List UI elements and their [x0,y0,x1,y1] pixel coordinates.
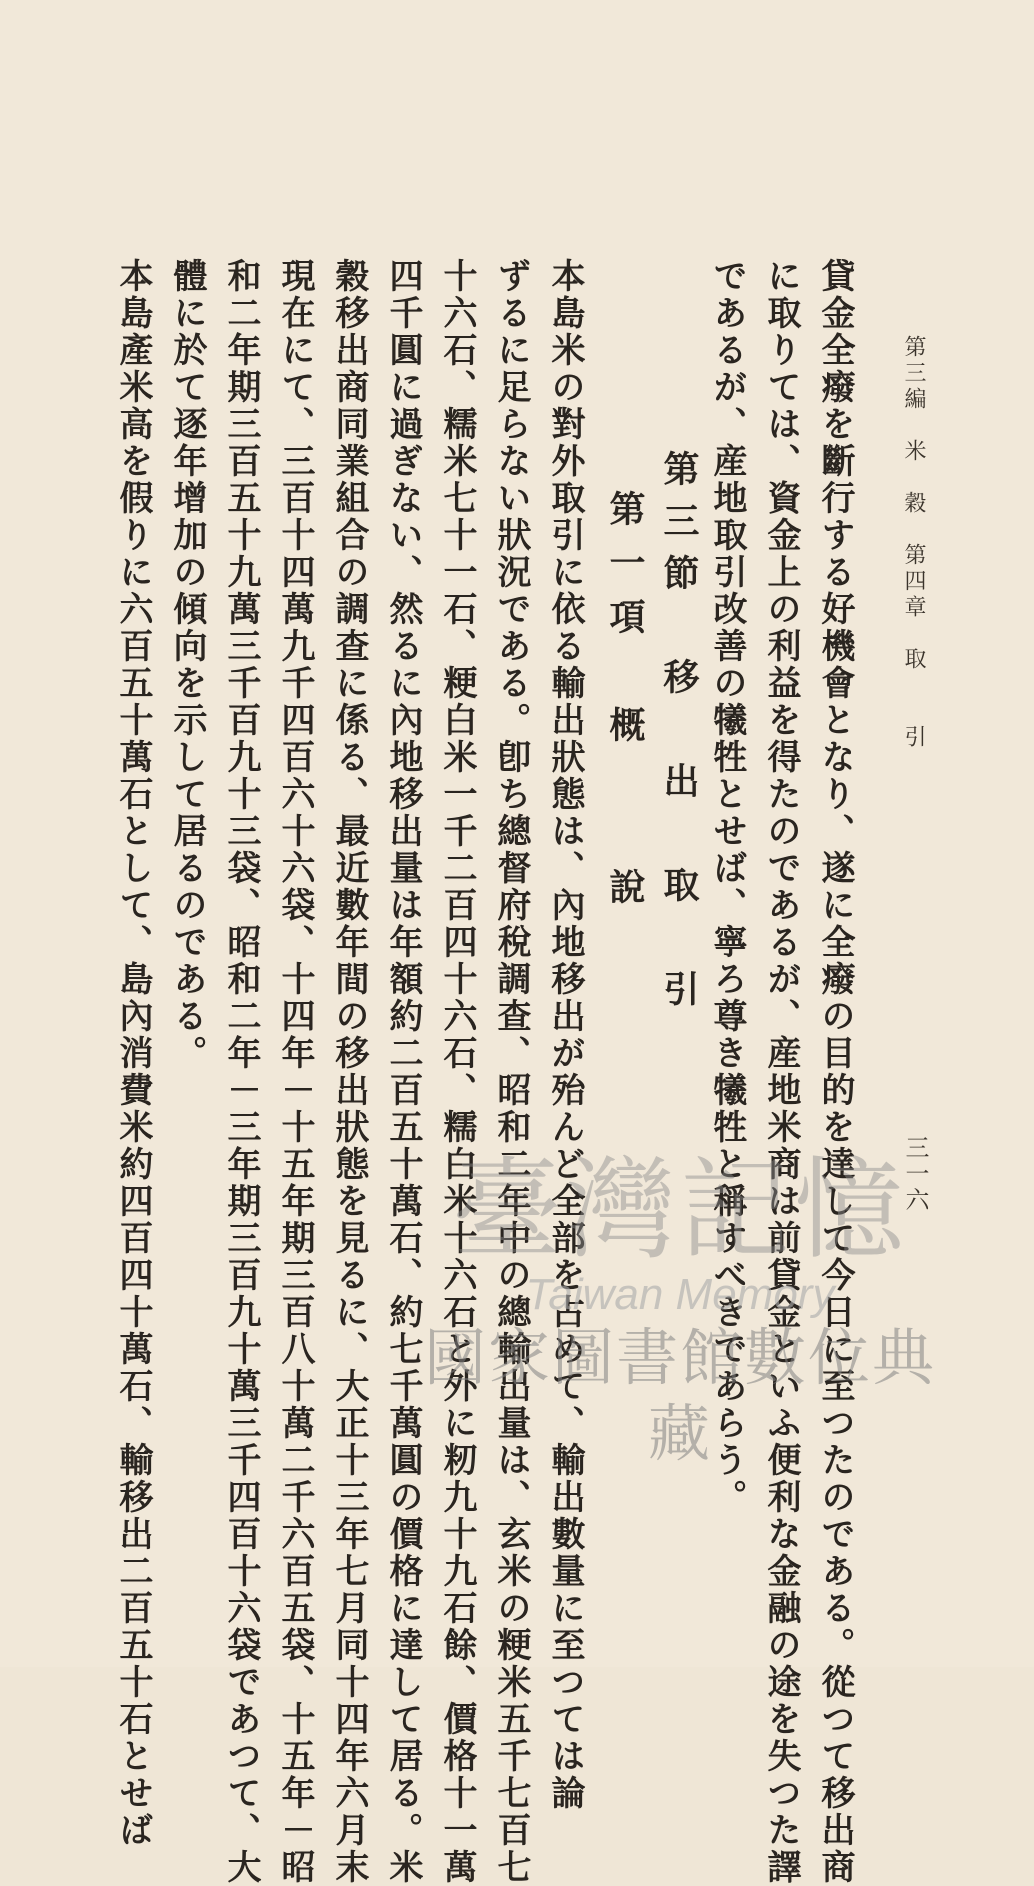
section-title: 第三節 移 出 取 引 [658,450,700,1022]
watermark [400,1146,960,1470]
text-column-1: 貸金全癈を斷行する好機會となり、遂に全癈の目的を達して今日に至つたのである。從つて移出商 [815,258,855,1886]
text-column-9: 現在にて、三百十四萬九千四百六十六袋、十四年－十五年期三百八十萬二千六百五袋、十五年－昭 [275,258,315,1886]
text-column-8: 穀移出商同業組合の調查に係る、最近數年間の移出狀態を見るに、大正十三年七月同十四年六月末 [329,258,369,1886]
text-column-3: であるが、産地取引改善の犧牲とせば、寧ろ尊き犧牲と稱すべきであらう。 [707,258,747,1516]
page-number: 三一六 [901,1135,929,1213]
text-column-6: 十六石、糯米七十一石、粳白米一千二百四十六石、糯白米十六石と外に籾九十九石餘、價格十一萬 [437,258,477,1886]
text-column-2: に取りては、資金上の利益を得たのであるが、産地米商は前貸金といふ便利な金融の途を失つた譯 [761,258,801,1886]
text-column-11: 體に於て逐年增加の傾向を示して居るのである。 [167,258,207,1072]
watermark-english: Taiwan Memory [525,1270,835,1319]
running-header: 第三編 米 穀 第四章 取 引 [901,335,926,751]
text-column-5: ずるに足らない狀況である。卽ち總督府稅調查、昭和二年中の總輸出量は、玄米の粳米五千七百七 [491,258,531,1886]
watermark-chinese: 臺灣記憶 [452,1146,908,1274]
text-column-7: 四千圓に過ぎない、然るに內地移出量は年額約二百五十萬石、約七千萬圓の價格に達して居る。米 [383,258,423,1886]
text-column-10: 和二年期三百五十九萬三千百九十三袋、昭和二年－三年期三百九十萬三千四百十六袋であつて、大 [221,258,261,1886]
text-column-12: 本島產米高を假りに六百五十萬石として、島內消費米約四百四十萬石、輸移出二百五十石とせば [113,258,153,1849]
watermark-library: 國家圖書館數位典藏 [423,1321,936,1470]
text-column-4: 本島米の對外取引に依る輸出狀態は、內地移出が殆んど全部を占めて、輸出數量に至つては論 [545,258,585,1812]
subsection-title: 第一項 概 說 [604,490,646,922]
